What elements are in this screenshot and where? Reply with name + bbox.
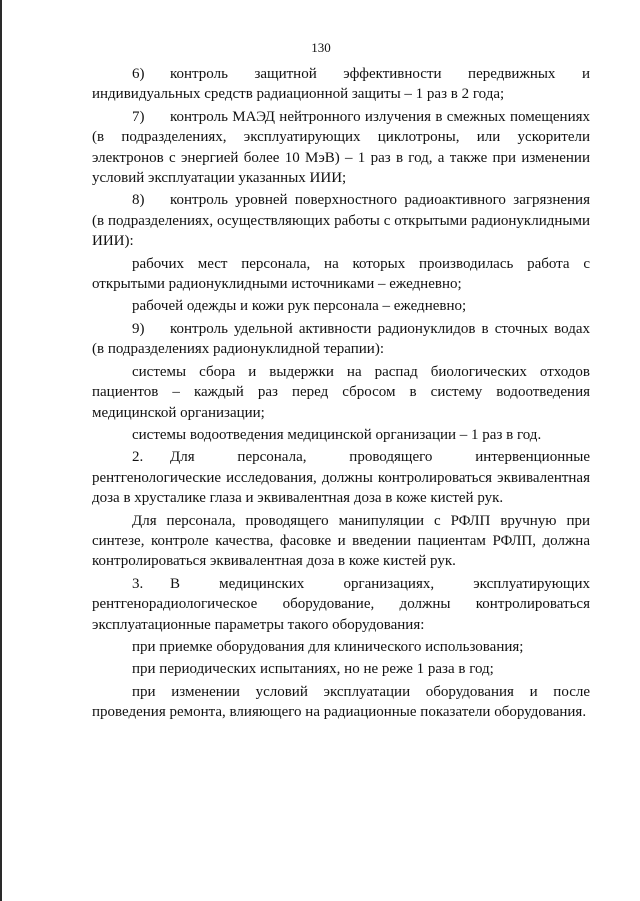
item-8-sub-2: рабочей одежды и кожи рук персонала – ежедневно; — [132, 298, 467, 315]
item-9-sub-2: системы водоотведения медицинской организации – 1 раз в год. — [132, 426, 542, 443]
section-2 — [92, 447, 590, 508]
document-body — [92, 64, 590, 723]
page-number: 130 — [311, 40, 331, 55]
item-7-text-cont: помещениях (в подразделениях, эксплуатирующих циклотроны, или ускорители электронов с энергией более 10 МэВ) – 1 раз в год, а также при изменении условий эксплуатации указанных ИИИ; — [92, 108, 591, 187]
item-6-text: контроль защитной эффективности передвижных — [170, 66, 556, 82]
item-6-number: 6) — [132, 66, 145, 82]
item-8 — [92, 190, 590, 251]
item-9-text: контроль удельной активности радионуклидов в сточных водах (в подразделениях радионуклидной терапии): — [92, 320, 590, 358]
section-2-text: Для персонала, проводящего интервенционные рентгенологические исследования, должны контролироваться эквивалентная доза в хрусталике глаза и эквивалентная доза в коже кистей рук. — [92, 449, 590, 507]
item-7-text: контроль МАЭД нейтронного излучения в смежных — [170, 108, 506, 125]
section-3-number: 3. — [132, 575, 144, 592]
item-8-sub-1: рабочих мест персонала, на которых производилась работа с открытыми радионуклидными источниками – ежедневно; — [92, 255, 590, 293]
item-6 — [92, 64, 590, 105]
item-9-sub-1: системы сбора и выдержки на распад биологических отходов пациентов – каждый раз перед сбросом в систему водоотведения медицинской организации; — [92, 363, 590, 421]
item-8-text: контроль уровней поверхностного радиоактивного загрязнения (в подразделениях, осуществляющих работы с открытыми радионуклидными ИИИ): — [92, 192, 590, 250]
section-3-text: В медицинских организациях, эксплуатирующих рентгенорадиологическое оборудование, должны контролироваться эксплуатационные параметры такого оборудования: — [92, 575, 590, 633]
item-7-number: 7) — [132, 108, 145, 125]
item-6-text-cont: и индивидуальных средств радиационной защиты – 1 раз в 2 года; — [92, 66, 590, 103]
item-9-number: 9) — [132, 320, 145, 337]
section-3-sub-3: при изменении условий эксплуатации оборудования и после проведения ремонта, влияющего на радиационные показатели оборудования. — [92, 683, 590, 721]
section-3 — [92, 574, 590, 635]
item-7 — [92, 107, 590, 189]
item-9 — [92, 319, 590, 360]
item-8-number: 8) — [132, 192, 145, 209]
section-2-number: 2. — [132, 449, 144, 466]
section-3-sub-1: при приемке оборудования для клинического использования; — [132, 638, 524, 655]
section-2-para-2: Для персонала, проводящего манипуляции с РФЛП вручную при синтезе, контроле качества, фасовке и введении пациентам РФЛП, должна контролироваться эквивалентная доза в коже кистей рук. — [92, 512, 590, 570]
section-3-sub-2: при периодических испытаниях, но не реже 1 раза в год; — [132, 661, 494, 678]
